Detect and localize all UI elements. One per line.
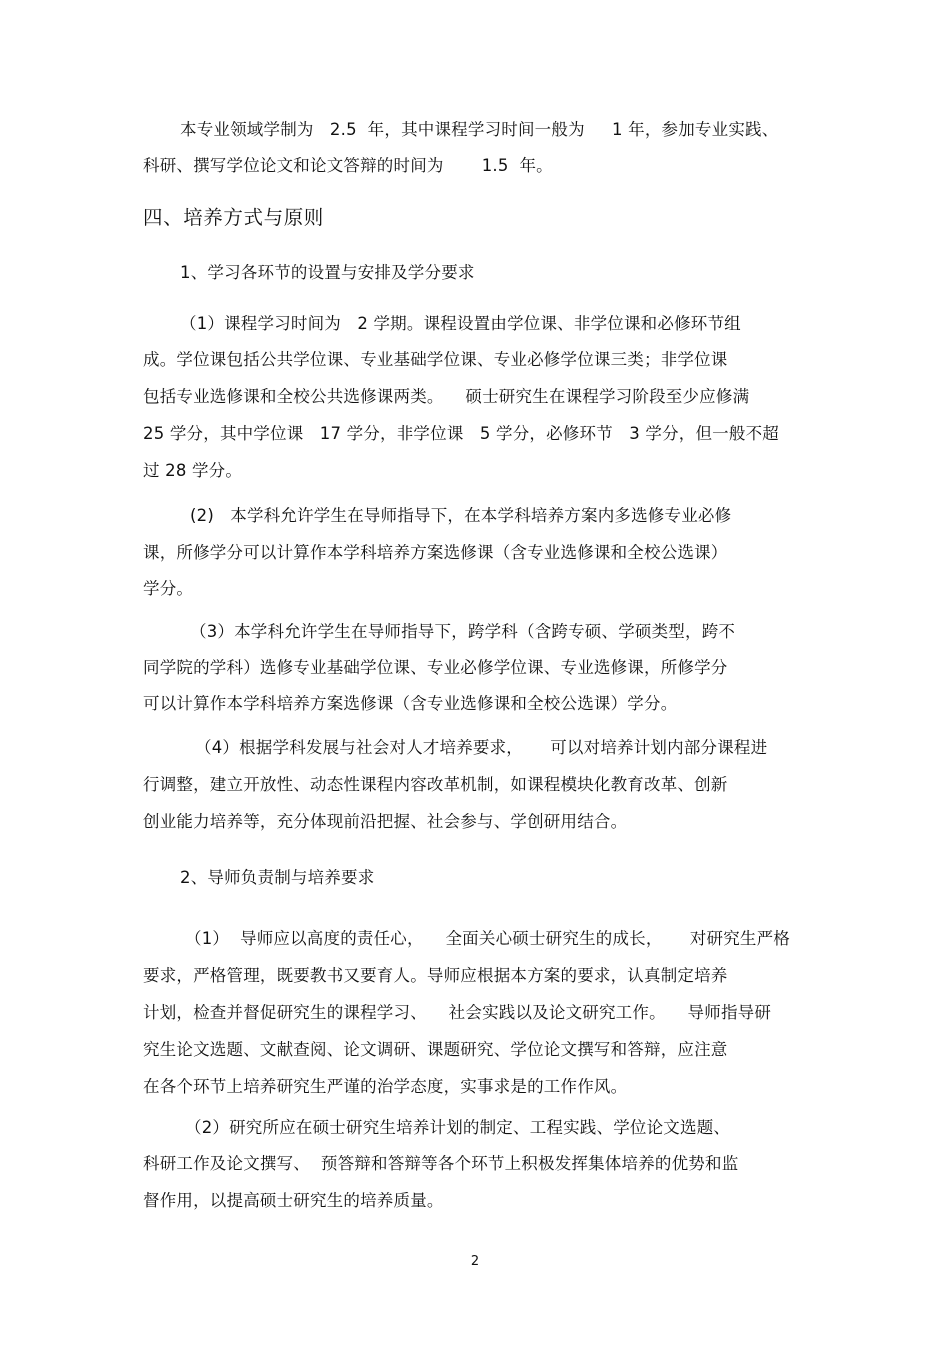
text-line: （2）研究所应在硕士研究生培养计划的制定、工程实践、学位论文选题、 bbox=[185, 1118, 731, 1137]
text-line: 科研、撰写学位论文和论文答辩的时间为 1.5 年。 bbox=[143, 156, 553, 175]
text-line: 课，所修学分可以计算作本学科培养方案选修课（含专业选修课和全校公选课） bbox=[143, 543, 728, 562]
text-line: 计划，检查并督促研究生的课程学习、 社会实践以及论文研究工作。 导师指导研 bbox=[143, 1003, 772, 1022]
text-line: 学分。 bbox=[143, 579, 194, 598]
text-line: 本专业领域学制为 2.5 年，其中课程学习时间一般为 1 年，参加专业实践、 bbox=[180, 120, 779, 139]
text-line: 科研工作及论文撰写、 预答辩和答辩等各个环节上积极发挥集体培养的优势和监 bbox=[143, 1154, 739, 1173]
section-heading: 四、培养方式与原则 bbox=[143, 206, 324, 229]
text-line: 成。学位课包括公共学位课、专业基础学位课、专业必修学位课三类；非学位课 bbox=[143, 350, 728, 369]
text-line: 过 28 学分。 bbox=[143, 461, 243, 480]
text-line: 在各个环节上培养研究生严谨的治学态度，实事求是的工作作风。 bbox=[143, 1077, 628, 1096]
text-line: （1）课程学习时间为 2 学期。课程设置由学位课、非学位课和必修环节组 bbox=[180, 314, 741, 333]
text-line: 创业能力培养等，充分体现前沿把握、社会参与、学创研用结合。 bbox=[143, 812, 628, 831]
subsection-heading: 2、导师负责制与培养要求 bbox=[180, 868, 375, 887]
text-line: （3）本学科允许学生在导师指导下，跨学科（含跨专硕、学硕类型，跨不 bbox=[190, 622, 736, 641]
text-line: 究生论文选题、文献查阅、论文调研、课题研究、学位论文撰写和答辩，应注意 bbox=[143, 1040, 728, 1059]
text-line: 行调整，建立开放性、动态性课程内容改革机制，如课程模块化教育改革、创新 bbox=[143, 775, 728, 794]
text-line: （4）根据学科发展与社会对人才培养要求， 可以对培养计划内部分课程进 bbox=[195, 738, 768, 757]
text-line: 包括专业选修课和全校公共选修课两类。 硕士研究生在课程学习阶段至少应修满 bbox=[143, 387, 750, 406]
page-number: 2 bbox=[470, 1254, 480, 1269]
subsection-heading: 1、学习各环节的设置与安排及学分要求 bbox=[180, 263, 475, 282]
text-line: 可以计算作本学科培养方案选修课（含专业选修课和全校公选课）学分。 bbox=[143, 694, 678, 713]
text-line: (2) 本学科允许学生在导师指导下，在本学科培养方案内多选修专业必修 bbox=[190, 506, 732, 525]
text-line: 要求，严格管理，既要教书又要育人。导师应根据本方案的要求，认真制定培养 bbox=[143, 966, 728, 985]
text-line: 同学院的学科）选修专业基础学位课、专业必修学位课、专业选修课，所修学分 bbox=[143, 658, 728, 677]
text-line: 督作用，以提高硕士研究生的培养质量。 bbox=[143, 1191, 444, 1210]
text-line: （1） 导师应以高度的责任心， 全面关心硕士研究生的成长， 对研究生严格 bbox=[185, 929, 790, 948]
text-line: 25 学分，其中学位课 17 学分，非学位课 5 学分，必修环节 3 学分，但一般不超 bbox=[143, 424, 779, 443]
